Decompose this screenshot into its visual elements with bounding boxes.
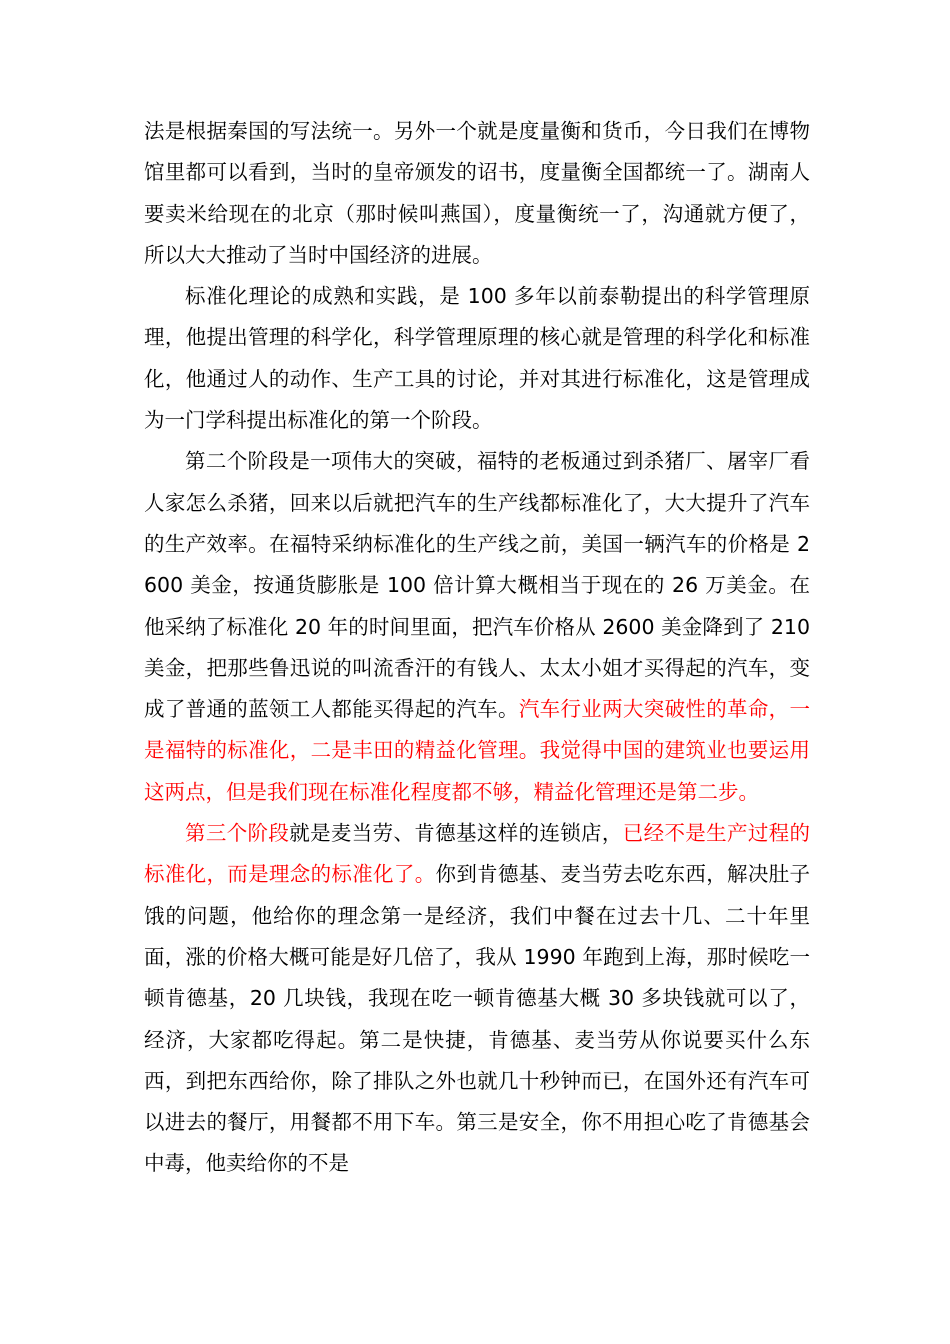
paragraph-qin-unification [144,111,810,276]
paragraph-ford-standardization [144,441,810,813]
text-segment: 标准化理论的成熟和实践，是 100 多年以前泰勒提出的科学管理原理，他提出管理的科学化，科学管理原理的核心就是管理的科学化和标准化，他通过人的动作、生产工具的讨论，并对其进行标准化，这是管理成为一门学科提出标准化的第一个阶段。 [144,284,810,433]
highlighted-text-segment: 第三个阶段 [185,821,290,846]
text-segment: 法是根据秦国的写法统一。另外一个就是度量衡和货币，今日我们在博物馆里都可以看到，当时的皇帝颁发的诏书，度量衡全国都统一了。湖南人要卖米给现在的北京（那时候叫燕国），度量衡统一了，沟通就方便了，所以大大推动了当时中国经济的进展。 [144,119,810,267]
paragraph-fast-food-chains [144,813,810,1185]
text-segment: 你到肯德基、麦当劳去吃东西，解决肚子饿的问题，他给你的理念第一是经济，我们中餐在过去十几、二十年里面，涨的价格大概可能是好几倍了，我从 1990 年跑到上海，那时候吃一顿肯德基，20 几块钱，我现在吃一顿肯德基大概 30 多块钱就可以了，经济，大家都吃得起。第二是快捷，肯德基、麦当劳从你说要买什么东西，到把东西给你，除了排队之外也就几十秒钟而已，在国外还有汽车可以进去的餐厅，用餐都不用下车。第三是安全，你不用担心吃了肯德基会中毒，他卖给你的不是 [144,862,810,1176]
body-text [144,111,810,1185]
text-segment: 就是麦当劳、肯德基这样的连锁店， [289,821,623,846]
highlighted-text-segment: 汽车行业两大突破性的革命，一是福特的标准化，二是丰田的精益化管理。我觉得中国的建筑业也要运用这两点，但是我们现在标准化程度都不够，精益化管理还是第二步。 [144,697,811,804]
text-segment: 第二个阶段是一项伟大的突破，福特的老板通过到杀猪厂、屠宰厂看人家怎么杀猪，回来以后就把汽车的生产线都标准化了，大大提升了汽车的生产效率。在福特采纳标准化的生产线之前，美国一辆汽车的价格是 2600 美金，按通货膨胀是 100 倍计算大概相当于现在的 26 万美金。在他采纳了标准化 20 年的时间里面，把汽车价格从 2600 美金降到了 210 美金，把那些鲁迅说的叫流香汗的有钱人、太太小姐才买得起的汽车，变成了普通的蓝领工人都能买得起的汽车。 [144,449,810,722]
paragraph-taylor-scientific-management [144,276,810,441]
highlighted-text-segment: 已经不是生产过程的标准化，而是理念的标准化了。 [144,821,811,887]
